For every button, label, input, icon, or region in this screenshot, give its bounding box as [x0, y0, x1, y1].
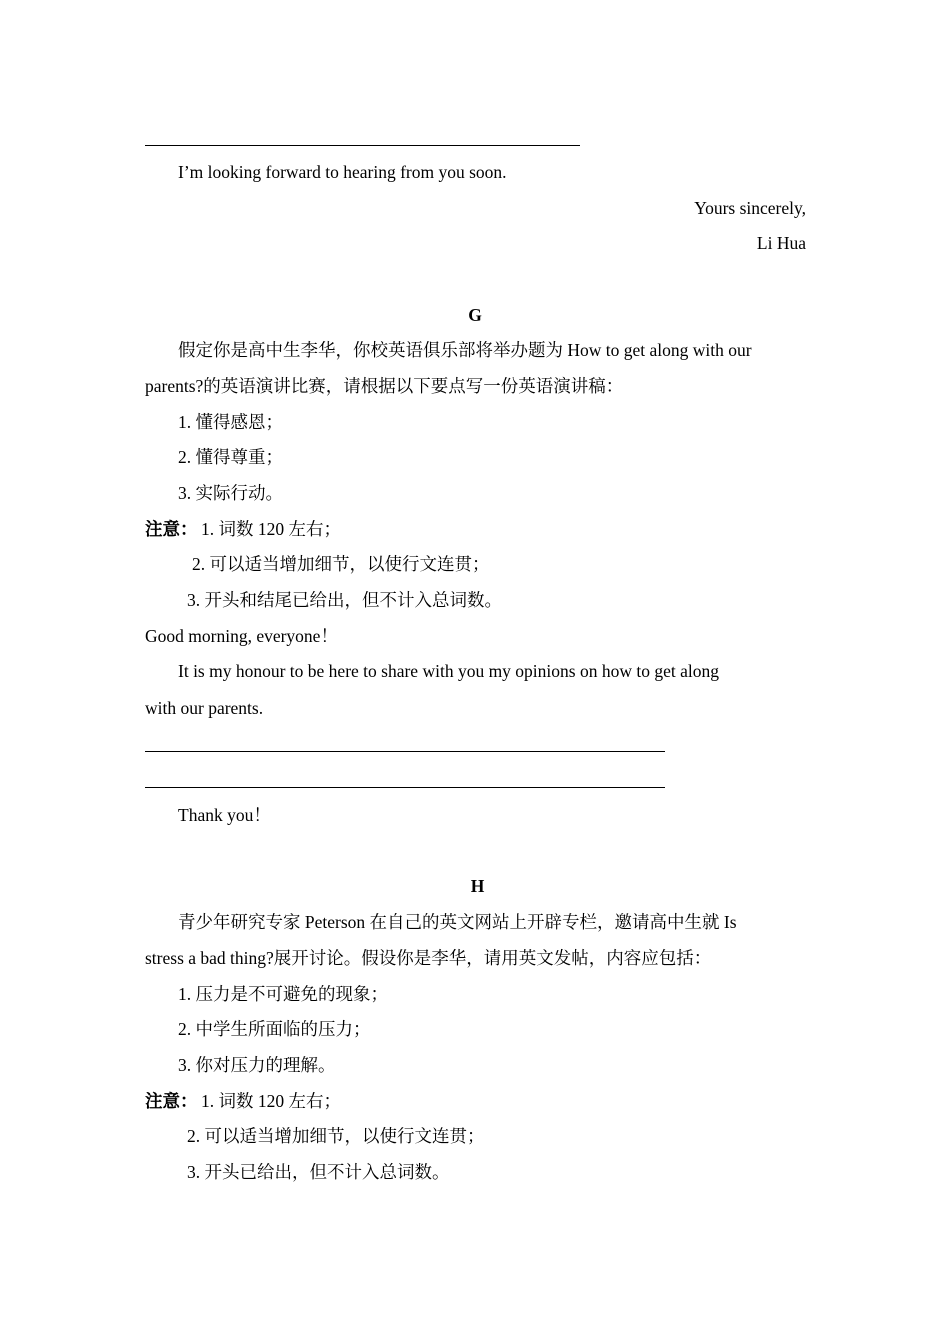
note-item: 1. 词数 120 左右； [201, 519, 341, 539]
valediction: Yours sincerely, [694, 198, 806, 218]
section-heading-g: G [468, 305, 482, 325]
answer-blank-line [145, 751, 665, 752]
prompt-line-2: stress a bad thing?展开讨论。假设你是李华，请用英文发帖，内容应包括： [145, 948, 712, 968]
note-item: 2. 可以适当增加细节，以使行文连贯； [192, 554, 490, 574]
prompt-line-1: 青少年研究专家 Peterson 在自己的英文网站上开辟专栏，邀请高中生就 Is [178, 912, 737, 932]
note-item: 2. 可以适当增加细节，以使行文连贯； [187, 1126, 485, 1146]
note-item: 3. 开头已给出，但不计入总词数。 [187, 1162, 450, 1182]
point-item: 2. 懂得尊重； [178, 447, 283, 467]
speech-opening-line-2: with our parents. [145, 698, 264, 718]
point-item: 1. 压力是不可避免的现象； [178, 984, 388, 1004]
closing-sentence: I’m looking forward to hearing from you soon. [178, 162, 507, 182]
notes-label: 注意： [145, 519, 198, 539]
speech-greeting: Good morning, everyone！ [145, 626, 338, 646]
signature: Li Hua [756, 233, 806, 253]
speech-opening-line-1: It is my honour to be here to share with you my opinions on how to get along [178, 661, 719, 681]
note-item: 3. 开头和结尾已给出，但不计入总词数。 [187, 590, 502, 610]
speech-closing: Thank you！ [178, 805, 271, 825]
notes-label: 注意： [145, 1091, 198, 1111]
prompt-line-2: parents?的英语演讲比赛，请根据以下要点写一份英语演讲稿： [145, 376, 624, 396]
section-heading-h: H [470, 876, 485, 896]
note-item: 1. 词数 120 左右； [201, 1091, 341, 1111]
prompt-line-1: 假定你是高中生李华，你校英语俱乐部将举办题为 How to get along with our [178, 340, 752, 360]
answer-blank-line [145, 787, 665, 788]
point-item: 3. 实际行动。 [178, 483, 283, 503]
point-item: 2. 中学生所面临的压力； [178, 1019, 371, 1039]
answer-blank-line [145, 145, 580, 146]
point-item: 1. 懂得感恩； [178, 412, 283, 432]
point-item: 3. 你对压力的理解。 [178, 1055, 336, 1075]
